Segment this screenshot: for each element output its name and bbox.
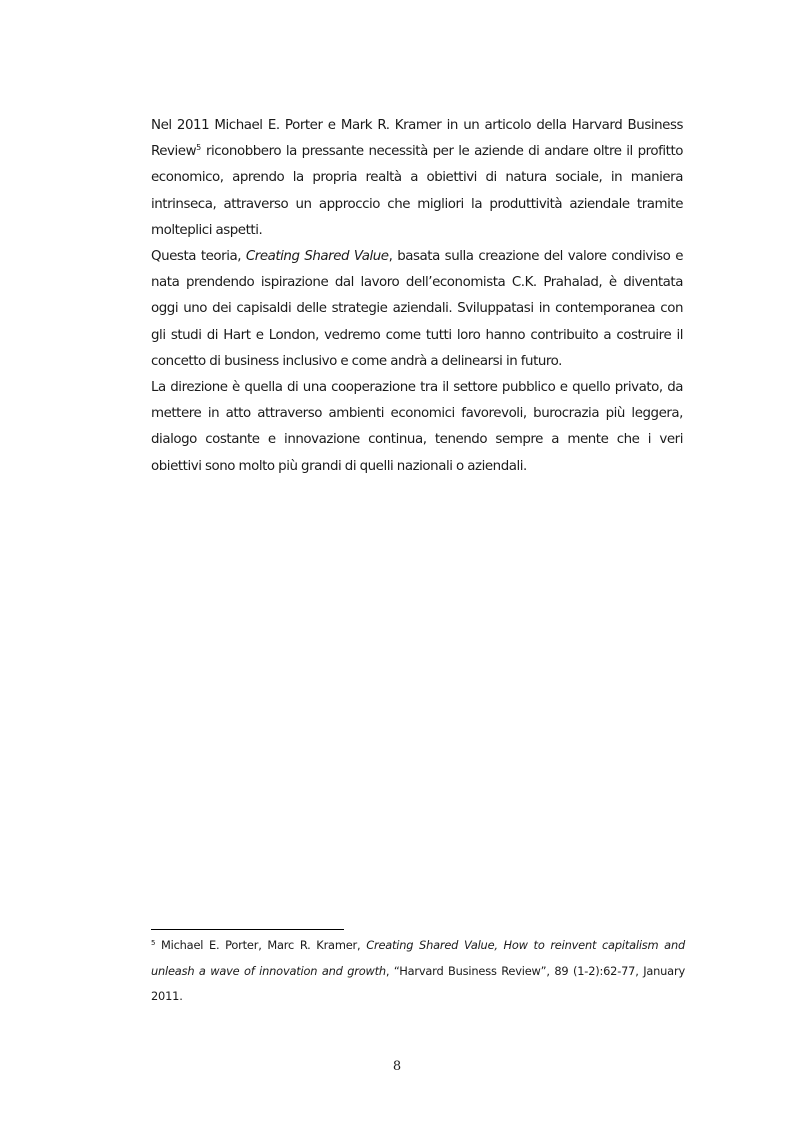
footnote-5 [151,933,685,1010]
footnote-reference[interactable]: 5 [196,143,202,153]
footnote-number: 5 [151,939,156,947]
paragraph-2-italic-title: Creating Shared Value [245,249,389,265]
footnote-separator [151,929,344,930]
footnote-authors: Michael E. Porter, Marc R. Kramer, [155,938,367,952]
footnote-citation: , “Harvard Business Review”, 89 (1-2):62-77, January 2011. [151,963,685,1003]
main-text [151,113,683,480]
paragraph-1 [151,113,683,244]
footnote-title: Creating Shared Value, How to reinvent capitalism and unleash a wave of innovation and growth [151,938,686,978]
paragraph-2-text-a: Questa teoria, [151,249,246,265]
paragraph-2 [151,244,683,375]
paragraph-2-text-b: , basata sulla creazione del valore condiviso e nata prendendo ispirazione dal lavoro dell’economista C.K. Prahalad, è diventata oggi uno dei capisaldi delle strategie aziendali. Sviluppatasi in contemporanea con gli studi di Hart e London, vedremo come tutti loro hanno contribuito a costruire il concetto di business inclusivo e come andrà a delinearsi in futuro. [151,249,683,369]
paragraph-1-text-b: riconobbero la pressante necessità per le aziende di andare oltre il profitto economico, aprendo la propria realtà a obiettivi di natura sociale, in maniera intrinseca, attraverso un approccio che migliori la produttività aziendale tramite molteplici aspetti. [151,144,683,238]
page-number: 8 [392,1059,402,1074]
paragraph-3: La direzione è quella di una cooperazione tra il settore pubblico e quello privato, da mettere in atto attraverso ambienti economici favorevoli, burocrazia più leggera, dialogo costante e innovazione continua, tenendo sempre a mente che i veri obiettivi sono molto più grandi di quelli nazionali o aziendali. [151,380,683,474]
footnote [151,933,685,1010]
paragraph-1-text-a: Nel 2011 Michael E. Porter e Mark R. Kramer in un articolo della Harvard Business Review [151,118,683,160]
